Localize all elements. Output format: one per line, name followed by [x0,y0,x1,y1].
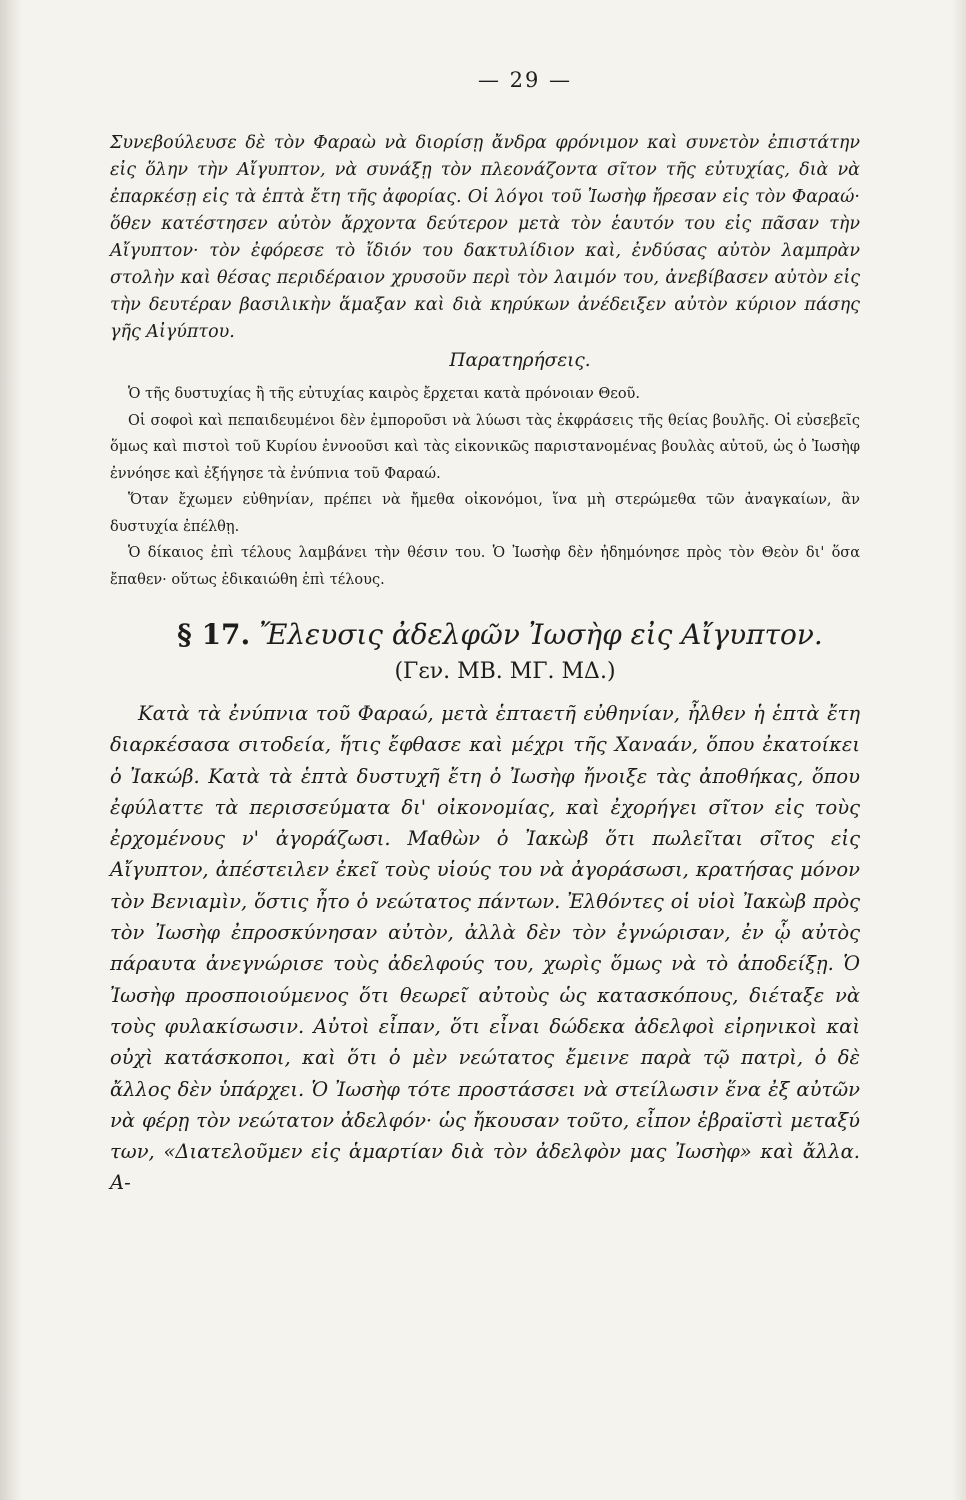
page-number: — 29 — [477,68,573,92]
note-item: Οἱ σοφοὶ καὶ πεπαιδευμένοι δὲν ἐμποροῦσι νὰ λύωσι τὰς ἐκφράσεις τῆς θείας βουλῆς. Οἱ εὐσεβεῖς ὅμως καὶ πιστοὶ τοῦ Κυρίου ἐννοοῦσι καὶ τὰς εἰκονικῶς παριστανομένας βουλὰς αὐτοῦ, ὡς ὁ Ἰωσὴφ ἐννόησε καὶ ἐξήγησε τὰ ἐνύπνια τοῦ Φαραώ. [110,412,860,482]
page-right-edge [952,0,966,1500]
note-item: Ὁ δίκαιος ἐπὶ τέλους λαμβάνει τὴν θέσιν του. Ὁ Ἰωσὴφ δὲν ἠδημόνησε πρὸς τὸν Θεὸν δι' ὅσα ἔπαθεν· οὕτως ἐδικαιώθη ἐπὶ τέλους. [110,545,860,588]
section-body: Κατὰ τὰ ἐνύπνια τοῦ Φαραώ, μετὰ ἑπταετῆ εὐθηνίαν, ἦλθεν ἡ ἑπτὰ ἔτη διαρκέσασα σιτοδεία, ἥτις ἔφθασε καὶ μέχρι τῆς Χαναάν, ὅπου ἐκατοίκει ὁ Ἰακώβ. Κατὰ τὰ ἑπτὰ δυστυχῆ ἔτη ὁ Ἰωσὴφ ἤνοιξε τὰς ἀποθήκας, ὅπου ἐφύλαττε τὰ περισσεύματα δι' οἰκονομίας, καὶ ἐχορήγει σῖτον εἰς τοὺς ἐρχομένους ν' ἀγοράζωσι. Μαθὼν ὁ Ἰακὼβ ὅτι πωλεῖται σῖτος εἰς Αἴγυπτον, ἀπέστειλεν ἐκεῖ τοὺς υἱούς του νὰ ἀγοράσωσι, κρατήσας μόνον τὸν Βενιαμὶν, ὅστις ἦτο ὁ νεώτατος πάντων. Ἐλθόντες οἱ υἱοὶ Ἰακὼβ πρὸς τὸν Ἰωσὴφ ἐπροσκύνησαν αὐτὸν, ἀλλὰ δὲν τὸν ἐγνώρισαν, ἐν ᾧ αὐτὸς πάραυτα ἀνεγνώρισε τοὺς ἀδελφούς του, χωρὶς ὅμως νὰ τὸ ἀποδείξῃ. Ὁ Ἰωσὴφ προσποιούμενος ὅτι θεωρεῖ αὐτοὺς ὡς κατασκόπους, διέταξε νὰ τοὺς φυλακίσωσιν. Αὐτοὶ εἶπαν, ὅτι εἶναι δώδεκα ἀδελφοὶ εἰρηνικοὶ καὶ οὐχὶ κατάσκοποι, καὶ ὅτι ὁ μὲν νεώτατος ἔμεινε παρὰ τῷ πατρὶ, ὁ δὲ ἄλλος δὲν ὑπάρχει. Ὁ Ἰωσὴφ τότε προστάσσει νὰ στείλωσιν ἕνα ἐξ αὐτῶν νὰ φέρῃ τὸν νεώτατον ἀδελφόν· ὡς ἤκουσαν τοῦτο, εἶπον ἑβραϊστὶ μεταξύ των, «Διατελοῦμεν εἰς ἁμαρτίαν διὰ τὸν ἀδελφὸν μας Ἰωσὴφ» καὶ ἄλλα. Α- [110,702,860,1195]
section-reference: (Γεν. ΜΒ. ΜΓ. ΜΔ.) [394,659,616,684]
note-item: Ὅταν ἔχωμεν εὐθηνίαν, πρέπει νὰ ἤμεθα οἰκονόμοι, ἵνα μὴ στερώμεθα τῶν ἀναγκαίων, ἂν δυστυχία ἐπέλθῃ. [110,492,860,535]
note-item: Ὁ τῆς δυστυχίας ἢ τῆς εὐτυχίας καιρὸς ἔρχεται κατὰ πρόνοιαν Θεοῦ. [128,386,640,402]
book-page [110,68,860,1199]
notes-title: Παρατηρήσεις. [449,350,591,371]
section-heading [110,615,860,655]
opening-paragraph: Συνεβούλευσε δὲ τὸν Φαραὼ νὰ διορίσῃ ἄνδρα φρόνιμον καὶ συνετὸν ἐπιστάτην εἰς ὅλην τὴν Αἴγυπτον, νὰ συνάξῃ τὸν πλεονάζοντα σῖτον τῆς εὐτυχίας, διὰ νὰ ἐπαρκέσῃ εἰς τὰ ἑπτὰ ἔτη τῆς ἀφορίας. Οἱ λόγοι τοῦ Ἰωσὴφ ἤρεσαν εἰς τὸν Φαραώ· ὅθεν κατέστησεν αὐτὸν ἄρχοντα δεύτερον μετὰ τὸν ἑαυτόν του εἰς πᾶσαν τὴν Αἴγυπτον· τὸν ἐφόρεσε τὸ ἴδιόν του δακτυλίδιον καὶ, ἐνδύσας αὐτὸν λαμπρὰν στολὴν καὶ θέσας περιδέραιον χρυσοῦν περὶ τὸν λαιμόν του, ἀνεβίβασεν αὐτὸν εἰς τὴν δευτέραν βασιλικὴν ἅμαξαν καὶ διὰ κηρύκων ἀνέδειξεν αὐτὸν κύριον πάσης γῆς Αἰγύπτου. [110,133,860,342]
page-binding-edge [0,0,22,1500]
section-number: § 17. [177,618,251,651]
section-title: Ἔλευσις ἀδελφῶν Ἰωσὴφ εἰς Αἴγυπτον. [259,618,823,651]
